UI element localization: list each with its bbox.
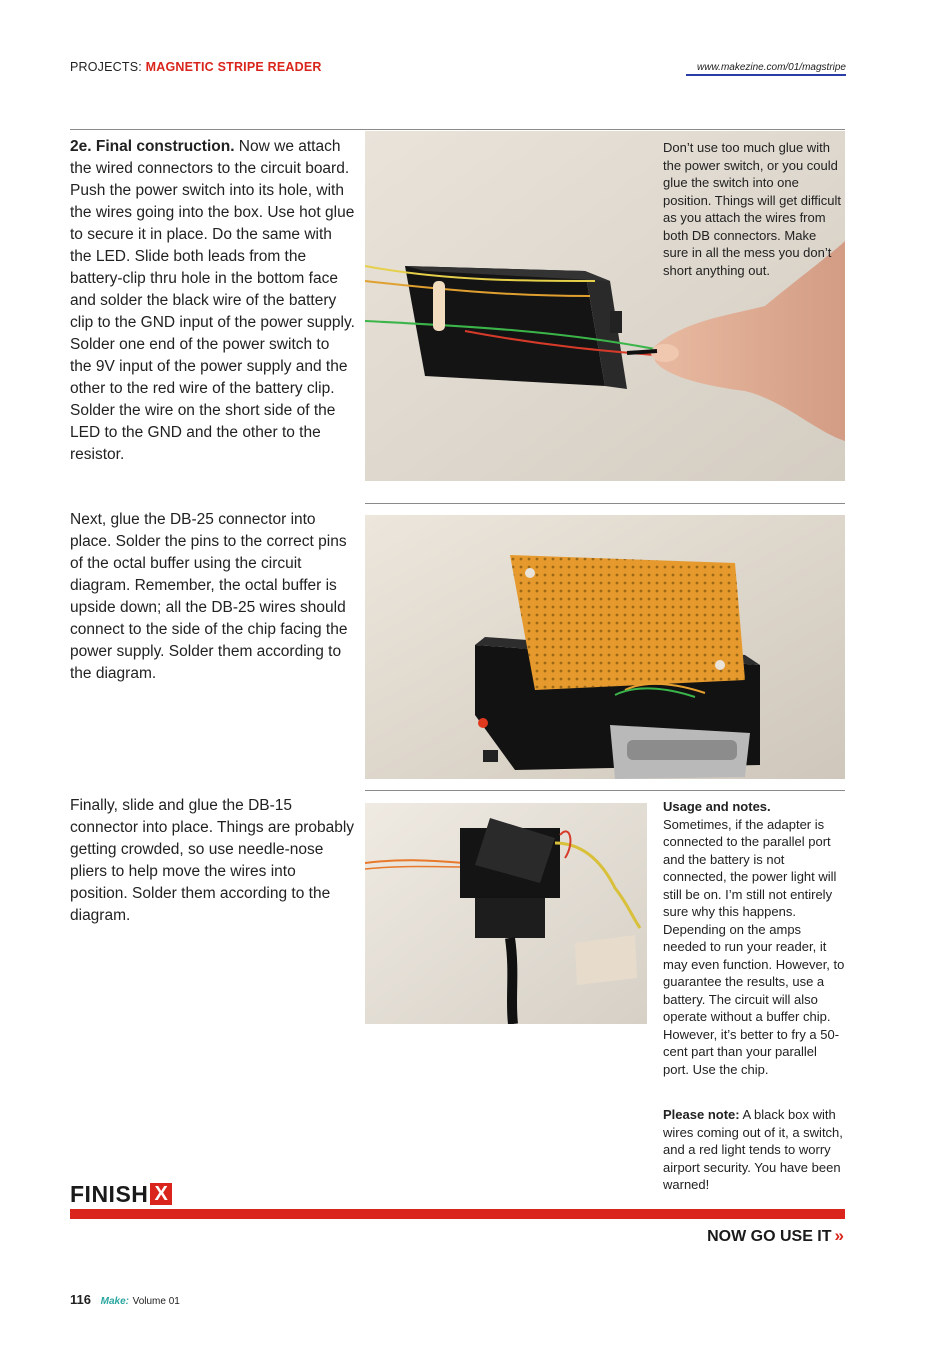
page-number: 116 bbox=[70, 1292, 91, 1307]
divider bbox=[365, 790, 845, 791]
header-url[interactable]: www.makezine.com/01/magstripe bbox=[686, 62, 846, 76]
finish-heading bbox=[70, 1181, 172, 1208]
finish-bar bbox=[70, 1209, 845, 1219]
step-paragraph-3: Finally, slide and glue the DB-15 connector into place. Things are probably getting crowded, so use needle-nose pliers to help move the wires into position. Solder them according to the diagram. bbox=[70, 797, 355, 924]
finish-label: FINISH bbox=[70, 1181, 149, 1207]
usage-body: Sometimes, if the adapter is connected to the parallel port and the battery is not connected, the power light will still be on. I’m still not entirely sure why this happens. Depending on the amps needed to run your reader, it may even function. However, to guarantee the results, use a battery. The circuit will also operate without a buffer chip. However, it’s better to fry a 50-cent part than your parallel port. Use the chip. bbox=[663, 816, 845, 1077]
please-body: A black box with wires coming out of it, a switch, and a red light tends to worry airport security. You have been warned! bbox=[663, 1107, 843, 1192]
photo-circuit-board bbox=[365, 515, 845, 779]
photo-db15-adapter bbox=[365, 803, 647, 1024]
please-title: Please note: bbox=[663, 1107, 740, 1122]
step-text: Now we attach the wired connectors to the circuit board. Push the power switch into its hole, with the wires going into the box. Use hot glue to secure it in place. Do the same with the LED. Slide both leads from the battery-clip thru hole in the bottom face and solder the black wire of the battery clip to the GND input of the power supply. Solder one end of the power switch to the 9V input of the power supply and the other to the red wire of the battery clip. Solder the wire on the short side of the LED to the GND and the other to the resistor. bbox=[70, 138, 355, 463]
divider bbox=[70, 129, 845, 130]
header-section: PROJECTS: bbox=[70, 60, 142, 74]
header-title: MAGNETIC STRIPE READER bbox=[145, 60, 322, 74]
caption-please-note bbox=[663, 1106, 843, 1194]
cta-label: NOW GO USE IT bbox=[707, 1228, 832, 1245]
volume-label: Volume 01 bbox=[132, 1296, 180, 1307]
caption-usage-notes bbox=[663, 798, 845, 1078]
now-go-use-it bbox=[707, 1226, 844, 1246]
chevron-right-icon: » bbox=[834, 1226, 844, 1245]
step-title: 2e. Final construction. bbox=[70, 138, 235, 155]
page-footer bbox=[70, 1292, 180, 1307]
running-header bbox=[70, 60, 322, 74]
brand-logo: Make: bbox=[100, 1296, 129, 1307]
step-paragraph-1 bbox=[70, 136, 355, 466]
caption-glue-note: Don’t use too much glue with the power switch, or you could glue the switch into one position. Things will get difficult as you attach the wires from both DB connectors. Make sure in all the mess you don’t short anything out. bbox=[663, 140, 842, 278]
divider bbox=[365, 503, 845, 504]
step-paragraph-2: Next, glue the DB-25 connector into place. Solder the pins to the correct pins of the octal buffer using the circuit diagram. Remember, the octal buffer is upside down; all the DB-25 wires should connect to the side of the chip facing the power supply. Solder them according to the diagram. bbox=[70, 511, 348, 682]
usage-title: Usage and notes. bbox=[663, 799, 771, 814]
finish-x-icon: X bbox=[150, 1183, 172, 1205]
